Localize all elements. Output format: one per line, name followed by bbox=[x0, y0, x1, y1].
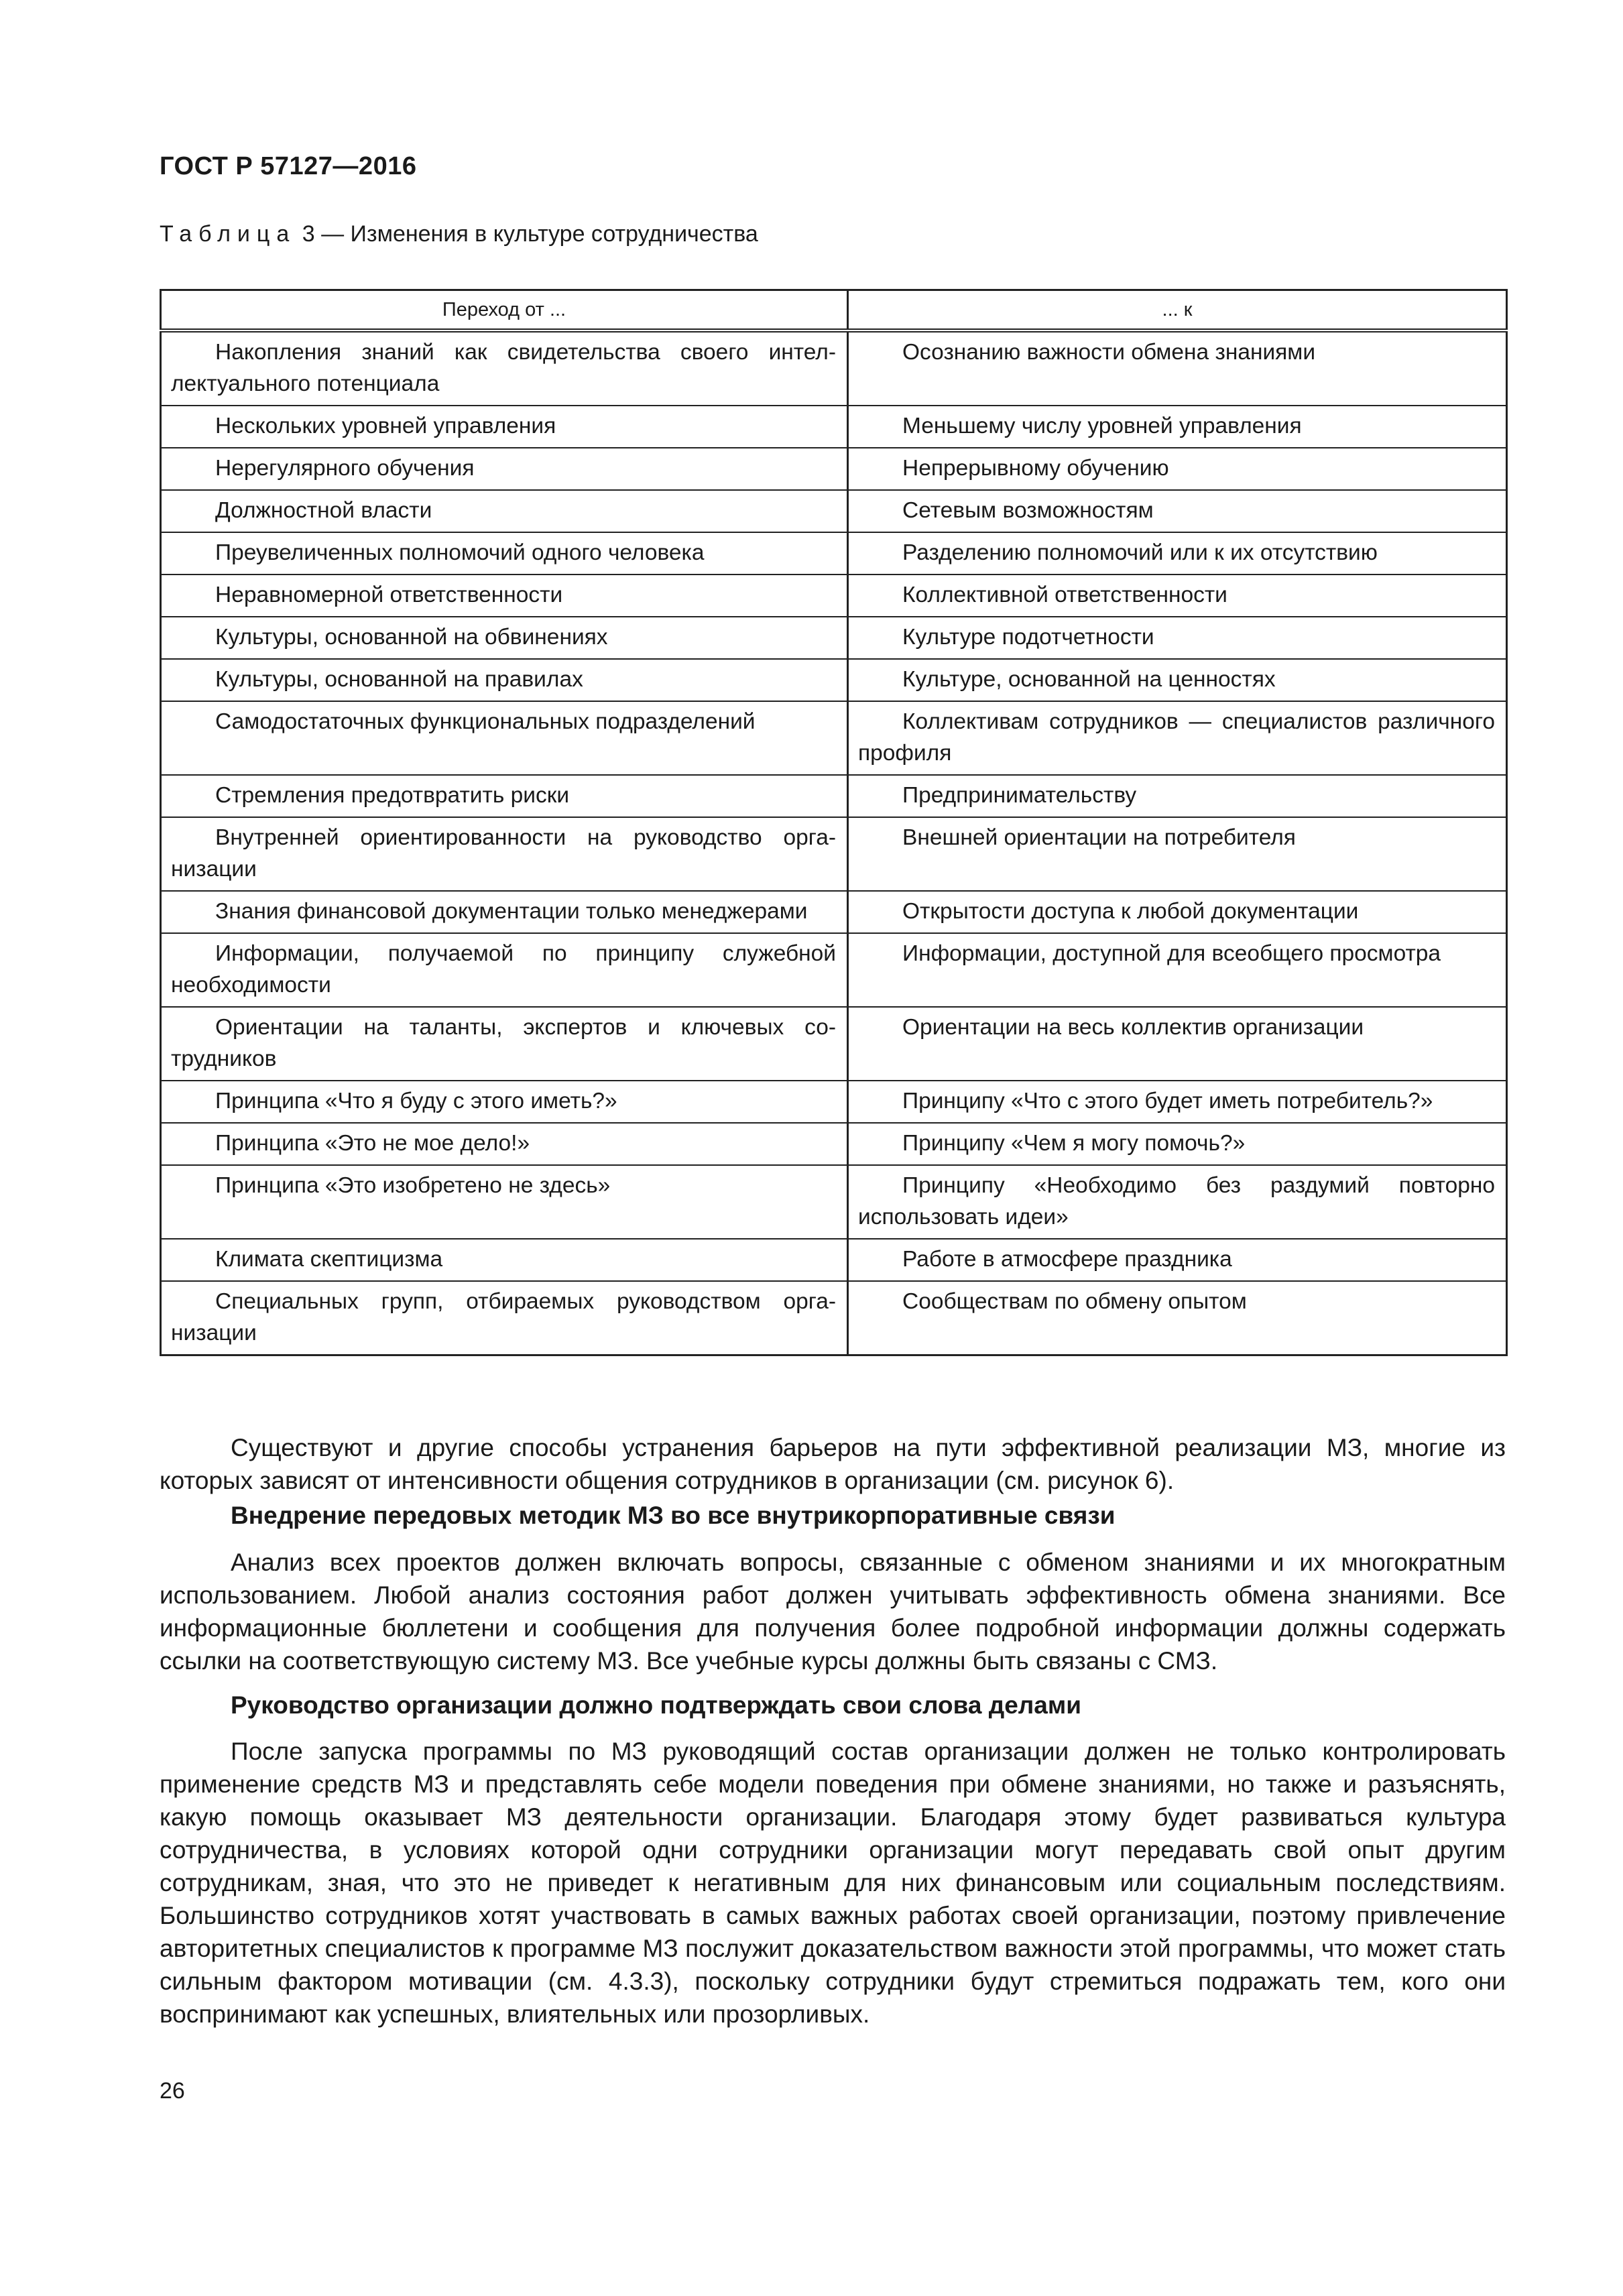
table-cell-to: Коллективной ответственности bbox=[848, 575, 1507, 617]
table-caption-label: Таблица bbox=[160, 221, 296, 247]
document-code: ГОСТ Р 57127—2016 bbox=[160, 152, 417, 180]
table-row bbox=[161, 659, 1507, 701]
table-header-row bbox=[161, 290, 1507, 331]
table-cell-to: Ориентации на весь коллектив организации bbox=[848, 1007, 1507, 1081]
table-cell-to: Культуре, основанной на ценностях bbox=[848, 659, 1507, 701]
column-header-to: ... к bbox=[848, 290, 1507, 331]
table-cell-from: Нескольких уровней управления bbox=[161, 406, 848, 448]
table-row bbox=[161, 701, 1507, 775]
table-cell-to: Разделению полномочий или к их отсутствию bbox=[848, 532, 1507, 575]
table-cell-to: Непрерывному обучению bbox=[848, 448, 1507, 490]
table-cell-from: Принципа «Что я буду с этого иметь?» bbox=[161, 1081, 848, 1123]
table-row bbox=[161, 330, 1507, 406]
table-cell-from: Культуры, основанной на правилах bbox=[161, 659, 848, 701]
table-row bbox=[161, 933, 1507, 1007]
paragraph-other-methods: Существуют и другие способы устранения барьеров на пути эффективной реализации МЗ, многие из которых зависят от интенсивности общения сотрудников в организации (см. рисунок 6). bbox=[160, 1434, 1506, 1494]
table-row bbox=[161, 575, 1507, 617]
section-heading-best-practices: Внедрение передовых методик МЗ во все внутрикорпоративные связи bbox=[231, 1502, 1116, 1529]
table-row bbox=[161, 1281, 1507, 1355]
table-cell-to: Принципу «Что с этого будет иметь потребитель?» bbox=[848, 1081, 1507, 1123]
table-cell-from: Внутренней ориентированности на руководство организации bbox=[161, 817, 848, 891]
table-cell-from: Информации, получаемой по принципу служебной необходимости bbox=[161, 933, 848, 1007]
table-cell-from: Ориентации на таланты, экспертов и ключевых сотрудников bbox=[161, 1007, 848, 1081]
table-cell-from: Стремления предотвратить риски bbox=[161, 775, 848, 817]
table-cell-from: Принципа «Это не мое дело!» bbox=[161, 1123, 848, 1165]
table-cell-to: Культуре подотчетности bbox=[848, 617, 1507, 659]
culture-change-table-wrapper bbox=[160, 289, 1506, 1356]
table-cell-from: Должностной власти bbox=[161, 490, 848, 532]
table-caption-title: 3 — Изменения в культуре сотрудничества bbox=[296, 221, 758, 247]
table-cell-to: Принципу «Необходимо без раздумий повторно использовать идеи» bbox=[848, 1165, 1507, 1239]
table-row bbox=[161, 617, 1507, 659]
table-row bbox=[161, 406, 1507, 448]
table-cell-to: Работе в атмосфере праздника bbox=[848, 1239, 1507, 1281]
table-row bbox=[161, 532, 1507, 575]
column-header-from: Переход от ... bbox=[161, 290, 848, 331]
table-body bbox=[161, 330, 1507, 1355]
table-row bbox=[161, 817, 1507, 891]
table-row bbox=[161, 1239, 1507, 1281]
table-cell-to: Коллективам сотрудников — специалистов различного профиля bbox=[848, 701, 1507, 775]
table-cell-from: Знания финансовой документации только менеджерами bbox=[161, 891, 848, 933]
table-cell-to: Информации, доступной для всеобщего просмотра bbox=[848, 933, 1507, 1007]
paragraph-project-analysis: Анализ всех проектов должен включать вопросы, связанные с обменом знаниями и их многократным использованием. Любой анализ состояния работ должен учитывать эффективность обмена знаниями. Все информационные бюллетени и сообщения для получения более подробной информации должны содержать ссылки на соответствующую систему МЗ. Все учебные курсы должны быть связаны с СМЗ. bbox=[160, 1549, 1506, 1675]
table-row bbox=[161, 1123, 1507, 1165]
table-cell-from: Накопления знаний как свидетельства своего интеллектуального потенциала bbox=[161, 330, 848, 406]
table-cell-from: Принципа «Это изобретено не здесь» bbox=[161, 1165, 848, 1239]
table-row bbox=[161, 1081, 1507, 1123]
table-cell-to: Сетевым возможностям bbox=[848, 490, 1507, 532]
table-cell-to: Принципу «Чем я могу помочь?» bbox=[848, 1123, 1507, 1165]
table-caption bbox=[160, 221, 758, 247]
table-cell-to: Внешней ориентации на потребителя bbox=[848, 817, 1507, 891]
paragraph-leadership: После запуска программы по МЗ руководящий состав организации должен не только контролировать применение средств МЗ и представлять себе модели поведения при обмене знаниями, но также и разъяснять, какую помощь оказывает МЗ деятельности организации. Благодаря этому будет развиваться культура сотрудничества, в условиях которой одни сотрудники организации могут передавать свой опыт другим сотрудникам, зная, что это не приведет к негативным для них финансовым или социальным последствиям. Большинство сотрудников хотят участвовать в самых важных работах своей организации, поэтому привлечение авторитетных специалистов к программе МЗ послужит доказательством важности этой программы, что может стать сильным фактором мотивации (см. 4.3.3), поскольку сотрудники будут стремиться подражать тем, кого они воспринимают как успешных, влиятельных или прозорливых. bbox=[160, 1738, 1506, 2028]
table-cell-to: Сообществам по обмену опытом bbox=[848, 1281, 1507, 1355]
table-row bbox=[161, 1165, 1507, 1239]
table-row bbox=[161, 1007, 1507, 1081]
table-cell-from: Самодостаточных функциональных подразделений bbox=[161, 701, 848, 775]
table-row bbox=[161, 490, 1507, 532]
table-row bbox=[161, 775, 1507, 817]
table-cell-from: Неравномерной ответственности bbox=[161, 575, 848, 617]
table-cell-from: Специальных групп, отбираемых руководством организации bbox=[161, 1281, 848, 1355]
section-heading-leadership: Руководство организации должно подтверждать свои слова делами bbox=[231, 1691, 1082, 1719]
table-cell-to: Открытости доступа к любой документации bbox=[848, 891, 1507, 933]
table-cell-to: Предпринимательству bbox=[848, 775, 1507, 817]
table-cell-from: Климата скептицизма bbox=[161, 1239, 848, 1281]
table-row bbox=[161, 448, 1507, 490]
culture-change-table bbox=[160, 289, 1508, 1356]
page-number: 26 bbox=[160, 2078, 185, 2104]
table-cell-to: Осознанию важности обмена знаниями bbox=[848, 330, 1507, 406]
table-cell-from: Нерегулярного обучения bbox=[161, 448, 848, 490]
table-cell-to: Меньшему числу уровней управления bbox=[848, 406, 1507, 448]
table-cell-from: Культуры, основанной на обвинениях bbox=[161, 617, 848, 659]
table-row bbox=[161, 891, 1507, 933]
table-cell-from: Преувеличенных полномочий одного человека bbox=[161, 532, 848, 575]
